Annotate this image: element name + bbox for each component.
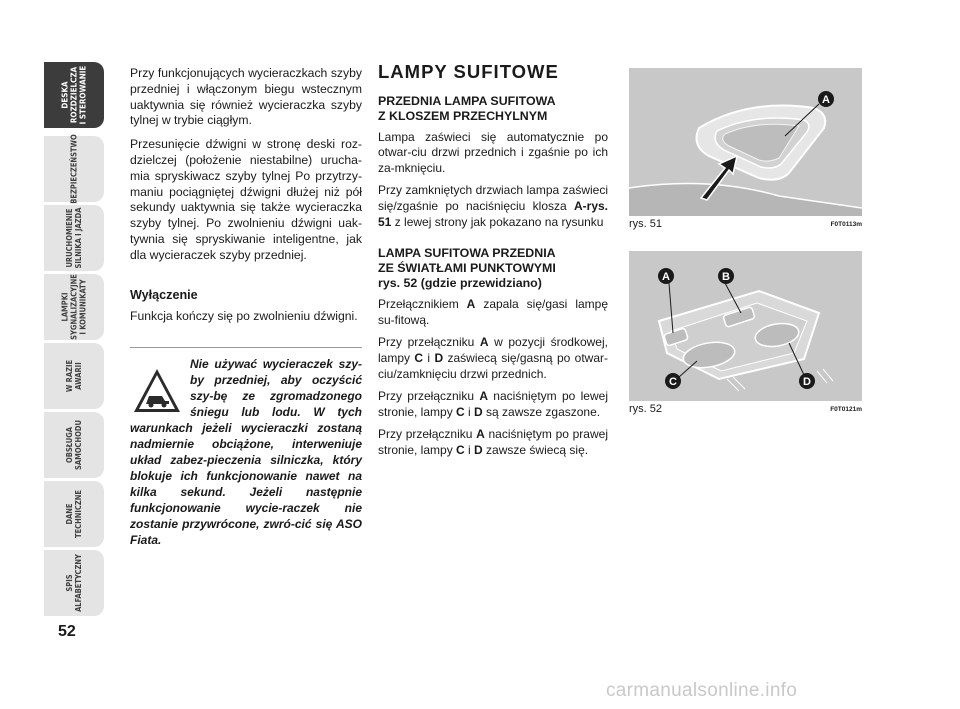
tab-uruchomienie[interactable]: URUCHOMIENIE SILNIKA I JAZDA <box>44 205 104 271</box>
warning-text: Nie używać wycieraczek szy-by przedniej, aby oczyścić szy-bę ze zgromadzonego śniegu lub lodu. W tych warunkach jeżeli wycieraczki zostaną nadmiernie obciążone, interweniuje układ zabez-pieczenia silniczka, który blokuje ich funkcjonowanie nawet na kilka sekund. Jeżeli następnie funkcjonowanie wycie-raczek nie zostanie przywrócone, zwró-cić się ASO Fiata. <box>130 357 362 547</box>
callout-label: A <box>662 271 670 283</box>
figure-code: F0T0121m <box>830 406 862 413</box>
callout-label: A <box>822 94 830 106</box>
paragraph: Lampa zaświeci się automatycznie po otwar-ciu drzwi przednich i zgaśnie po ich za-mknięciu. <box>378 129 608 175</box>
divider <box>130 347 362 348</box>
tab-lampki[interactable]: LAMPKI SYGNALIZACYJNE I KOMUNIKATY <box>44 274 104 340</box>
figure-51 <box>629 68 862 216</box>
callout-label: B <box>722 271 730 283</box>
heading-front-lamp: PRZEDNIA LAMPA SUFITOWA Z KLOSZEM PRZECHYLNYM <box>378 93 556 123</box>
warning-box <box>130 356 362 548</box>
paragraph: Przy przełączniku A naciśniętym po lewej stronie, lampy C i D są zawsze zgaszone. <box>378 389 608 419</box>
paragraph: Funkcja kończy się po zwolnieniu dźwigni. <box>130 309 358 324</box>
tab-dane-techniczne[interactable]: DANE TECHNICZNE <box>44 481 104 547</box>
paragraph: Przy przełączniku A w pozycji środkowej, lampy C i D zaświecą się/gasną po otwar-ciu/zamknięciu drzwi przednich. <box>378 335 608 381</box>
tab-w-razie-awarii[interactable]: W RAZIE AWARII <box>44 343 104 409</box>
tab-obsluga[interactable]: OBSŁUGA SAMOCHODU <box>44 412 104 478</box>
tab-bezpieczenstwo[interactable]: BEZPIECZEŃSTWO <box>44 136 104 202</box>
callout-label: D <box>803 376 811 388</box>
page-number: 52 <box>58 623 76 640</box>
tab-deska-rozdzielcza[interactable]: DESKA ROZDZIELCZA I STEROWANIE <box>44 62 104 128</box>
spot-lamp-illustration <box>629 251 862 401</box>
heading-spot-lamp: LAMPA SUFITOWA PRZEDNIA ZE ŚWIATŁAMI PUNKTOWYMI rys. 52 (gdzie przewidziano) <box>378 246 556 291</box>
paragraph: Przy zamkniętych drzwiach lampa zaświeci się/zgaśnie po naciśnięciu klosza A-rys. 51 z lewej strony jak pokazano na rysunku <box>378 183 608 229</box>
ceiling-lamp-illustration <box>629 68 862 216</box>
column-middle <box>378 61 608 466</box>
section-title: LAMPY SUFITOWE <box>378 61 559 82</box>
column-left <box>130 66 362 333</box>
tab-spis-alfabetyczny[interactable]: SPIS ALFABETYCZNY <box>44 550 104 616</box>
figure-code: F0T0113m <box>830 221 862 228</box>
paragraph: Przesunięcie dźwigni w stronę deski roz-dzielczej (położenie niestabilne) urucha-mia spryskiwacz szyby tylnej Po przytrzy-maniu pociągniętej dźwigni dłużej niż pół sekundy uaktywnia się także wycieraczka szyby tylnej. Po zwolnieniu dźwigni uak-tywnia się spryskiwanie inteligentne, jak dla wycieraczek szyby przedniej. <box>130 137 362 262</box>
figure-51-caption: rys. 51 F0T0113m <box>629 218 862 230</box>
subheading-wylaczenie: Wyłączenie <box>130 287 198 302</box>
paragraph: Przy funkcjonujących wycieraczkach szyby przedniej i włączonym biegu wstecznym uaktywnia się również wycieraczka szyby tylnej w trybie ciągłym. <box>130 66 362 128</box>
paragraph: Przy przełączniku A naciśniętym po prawej stronie, lampy C i D zawsze świecą się. <box>378 427 608 457</box>
figure-52-caption: rys. 52 F0T0121m <box>629 403 862 415</box>
callout-label: C <box>669 376 677 388</box>
watermark: carmanualsonline.info <box>606 680 798 701</box>
paragraph: Przełącznikiem A zapala się/gasi lampę su-fitową. <box>378 297 608 327</box>
figure-52 <box>629 251 862 401</box>
warning-triangle-icon <box>132 366 182 416</box>
